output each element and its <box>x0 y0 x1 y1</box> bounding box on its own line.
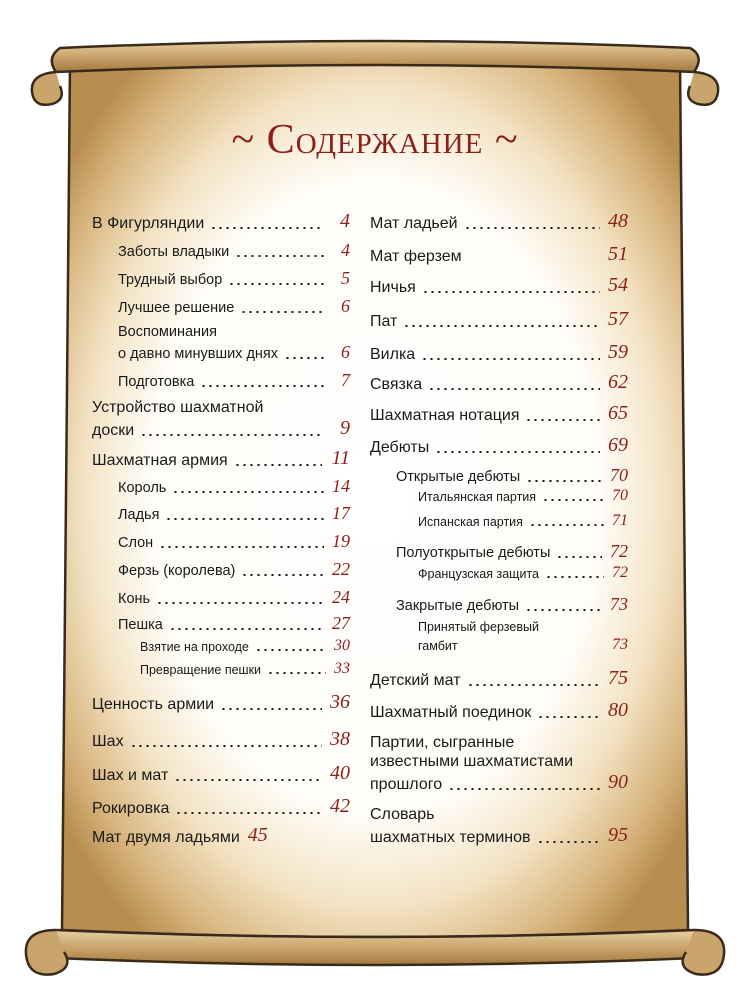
toc-label: Шахматный поединок <box>370 703 532 721</box>
dot-leader <box>200 385 324 387</box>
dot-leader <box>159 546 324 548</box>
toc-entry[interactable] <box>92 447 350 470</box>
toc-page: 80 <box>608 699 628 721</box>
toc-page: 48 <box>608 210 628 232</box>
toc-label: Шахматная нотация <box>370 406 520 424</box>
toc-label: шахматных терминов <box>370 828 531 846</box>
dot-leader <box>140 434 322 436</box>
toc-label-line: Воспоминания <box>118 324 218 340</box>
toc-label-line: Партии, сыгранные <box>370 734 515 751</box>
dot-leader <box>525 419 600 421</box>
toc-page: 6 <box>341 296 350 316</box>
toc-page: 4 <box>340 210 350 232</box>
toc-label: Превращение пешки <box>140 663 262 677</box>
dot-leader <box>542 499 604 501</box>
toc-entry[interactable] <box>92 417 350 440</box>
toc-entry[interactable] <box>396 465 628 486</box>
toc-entry[interactable] <box>418 636 628 654</box>
toc-label: Король <box>118 479 167 496</box>
toc-page: 9 <box>340 417 350 439</box>
toc-page: 36 <box>330 691 350 713</box>
dot-leader <box>241 574 324 576</box>
toc-entry[interactable] <box>418 487 628 505</box>
toc-label: Лучшее решение <box>118 299 235 316</box>
toc-label: Ладья <box>118 506 160 523</box>
dot-leader <box>464 227 600 229</box>
toc-entry[interactable] <box>396 541 628 562</box>
toc-page: 19 <box>332 531 350 551</box>
toc-page: 90 <box>608 771 628 793</box>
toc-page: 59 <box>608 341 628 363</box>
toc-label: Пат <box>370 312 398 330</box>
toc-entry[interactable] <box>118 268 350 289</box>
toc-label: Мат ферзем <box>370 247 462 265</box>
dot-leader <box>228 283 324 285</box>
toc-page: 38 <box>330 728 350 750</box>
toc-entry[interactable] <box>370 824 628 847</box>
toc-entry[interactable] <box>118 613 350 634</box>
dot-leader <box>165 518 324 520</box>
dot-leader <box>448 788 600 790</box>
toc-page: 4 <box>341 240 350 260</box>
toc-entry[interactable] <box>118 240 350 261</box>
toc-label: Мат двумя ладьями <box>92 828 240 846</box>
toc-entry[interactable] <box>418 564 628 582</box>
toc-entry[interactable] <box>118 503 350 524</box>
toc-label: гамбит <box>418 639 458 653</box>
toc-label: Шах <box>92 732 124 750</box>
toc-label: Связка <box>370 375 423 393</box>
toc-entry[interactable] <box>370 341 628 364</box>
toc-page: 22 <box>332 559 350 579</box>
toc-label-line: Словарь <box>370 806 435 823</box>
dot-leader <box>234 464 322 466</box>
toc-page: 72 <box>612 564 628 581</box>
dot-leader <box>467 684 600 686</box>
toc-label: Мат ладьей <box>370 214 458 232</box>
toc-label: Ценность армии <box>92 695 215 713</box>
dot-leader <box>174 779 322 781</box>
dot-leader <box>537 841 600 843</box>
toc-entry[interactable] <box>396 594 628 615</box>
toc-label: Шах и мат <box>92 766 169 784</box>
toc-entry[interactable] <box>370 667 628 690</box>
toc-label: Итальянская партия <box>418 490 537 504</box>
toc-page: 62 <box>608 371 628 393</box>
toc-label: Детский мат <box>370 671 461 689</box>
dot-leader <box>175 812 322 814</box>
toc-page: 14 <box>332 476 350 496</box>
dot-leader <box>240 311 324 313</box>
dot-leader <box>235 255 324 257</box>
toc-label: Подготовка <box>118 373 195 390</box>
toc-label: Ферзь (королева) <box>118 562 236 579</box>
toc-entry[interactable] <box>370 243 628 266</box>
dot-leader <box>172 491 324 493</box>
dot-leader <box>220 708 322 710</box>
dot-leader <box>435 451 600 453</box>
toc-entry[interactable] <box>118 370 350 391</box>
toc-label: Вилка <box>370 345 416 363</box>
dot-leader <box>267 672 326 674</box>
toc-entry[interactable] <box>118 531 350 552</box>
toc-page: 42 <box>330 795 350 817</box>
toc-page: 6 <box>341 342 350 362</box>
toc-page: 69 <box>608 434 628 456</box>
toc-page: 30 <box>334 637 350 654</box>
dot-leader <box>403 325 600 327</box>
dot-leader <box>130 745 322 747</box>
toc-label: Трудный выбор <box>118 271 223 288</box>
toc-page: 72 <box>610 541 628 561</box>
dot-leader <box>421 358 600 360</box>
toc-label-line: Устройство шахматной <box>92 399 264 416</box>
toc-page: 40 <box>330 762 350 784</box>
toc-entry[interactable] <box>92 762 350 785</box>
toc-entry[interactable] <box>370 402 628 425</box>
toc-page: 11 <box>331 447 350 469</box>
toc-entry[interactable] <box>370 210 628 233</box>
toc-page: 70 <box>612 487 628 504</box>
dot-leader <box>169 628 324 630</box>
toc-label: доски <box>92 421 135 439</box>
toc-entry[interactable] <box>92 691 350 714</box>
toc-label: Французская защита <box>418 567 539 581</box>
toc-label: Шахматная армия <box>92 451 228 469</box>
toc-entry[interactable] <box>118 342 350 363</box>
dot-leader <box>556 556 602 558</box>
toc-page: 5 <box>341 268 350 288</box>
dot-leader <box>545 576 604 578</box>
toc-page: 45 <box>247 824 268 846</box>
toc-label: прошлого <box>370 775 443 793</box>
dot-leader <box>537 716 600 718</box>
dot-leader <box>284 357 324 359</box>
toc-entry[interactable] <box>370 771 628 794</box>
toc-page: 95 <box>608 824 628 846</box>
toc-label: Дебюты <box>370 438 430 456</box>
toc-page: 73 <box>610 594 628 614</box>
toc-label: Полуоткрытые дебюты <box>396 544 551 561</box>
toc-label: Конь <box>118 590 151 607</box>
toc-label: Ничья <box>370 278 416 296</box>
toc-label: Заботы владыки <box>118 243 230 260</box>
page-title: ~ Содержание ~ <box>231 117 519 163</box>
toc-page: 27 <box>332 613 350 633</box>
dot-leader <box>255 649 326 651</box>
toc-page: 33 <box>334 660 350 677</box>
toc-entry[interactable] <box>118 476 350 497</box>
toc-entry[interactable] <box>140 660 350 678</box>
toc-entry[interactable] <box>370 308 628 331</box>
dot-leader <box>526 480 602 482</box>
toc-entry[interactable] <box>140 637 350 655</box>
toc-entry[interactable] <box>418 512 628 530</box>
toc-label-line: известными шахматистами <box>370 753 574 770</box>
toc-entry[interactable] <box>92 795 350 818</box>
dot-leader <box>422 291 600 293</box>
dot-leader <box>525 609 602 611</box>
toc-entry[interactable] <box>118 296 350 317</box>
toc-page: 54 <box>608 274 628 296</box>
toc-entry[interactable] <box>370 434 628 457</box>
toc-page: 65 <box>608 402 628 424</box>
toc-entry[interactable] <box>118 559 350 580</box>
toc-entry[interactable] <box>92 824 350 847</box>
dot-leader <box>210 227 322 229</box>
dot-leader <box>428 388 600 390</box>
toc-entry[interactable] <box>92 728 350 751</box>
toc-page: 73 <box>612 636 628 653</box>
toc-label: о давно минувших днях <box>118 345 279 362</box>
toc-label: В Фигурляндии <box>92 214 205 232</box>
toc-page: 7 <box>341 370 350 390</box>
toc-label: Пешка <box>118 616 163 633</box>
toc-entry[interactable] <box>370 699 628 722</box>
toc-page: 57 <box>608 308 628 330</box>
dot-leader <box>529 524 604 526</box>
toc-label: Слон <box>118 534 154 551</box>
toc-page: 71 <box>612 512 628 529</box>
toc-label: Открытые дебюты <box>396 468 521 485</box>
toc-entry[interactable] <box>118 587 350 608</box>
toc-label: Закрытые дебюты <box>396 597 520 614</box>
toc-entry[interactable] <box>92 210 350 233</box>
toc-entry[interactable] <box>370 274 628 297</box>
toc-page: 70 <box>610 465 628 485</box>
toc-label-line: Принятый ферзевый <box>418 620 539 634</box>
dot-leader <box>156 602 324 604</box>
toc-label: Рокировка <box>92 799 170 817</box>
toc-label: Взятие на проходе <box>140 640 249 654</box>
toc-page: 17 <box>332 503 350 523</box>
toc-label: Испанская партия <box>418 515 523 529</box>
toc-entry[interactable] <box>370 371 628 394</box>
toc-page: 75 <box>608 667 628 689</box>
toc-page: 51 <box>608 243 628 265</box>
toc-page: 24 <box>332 587 350 607</box>
